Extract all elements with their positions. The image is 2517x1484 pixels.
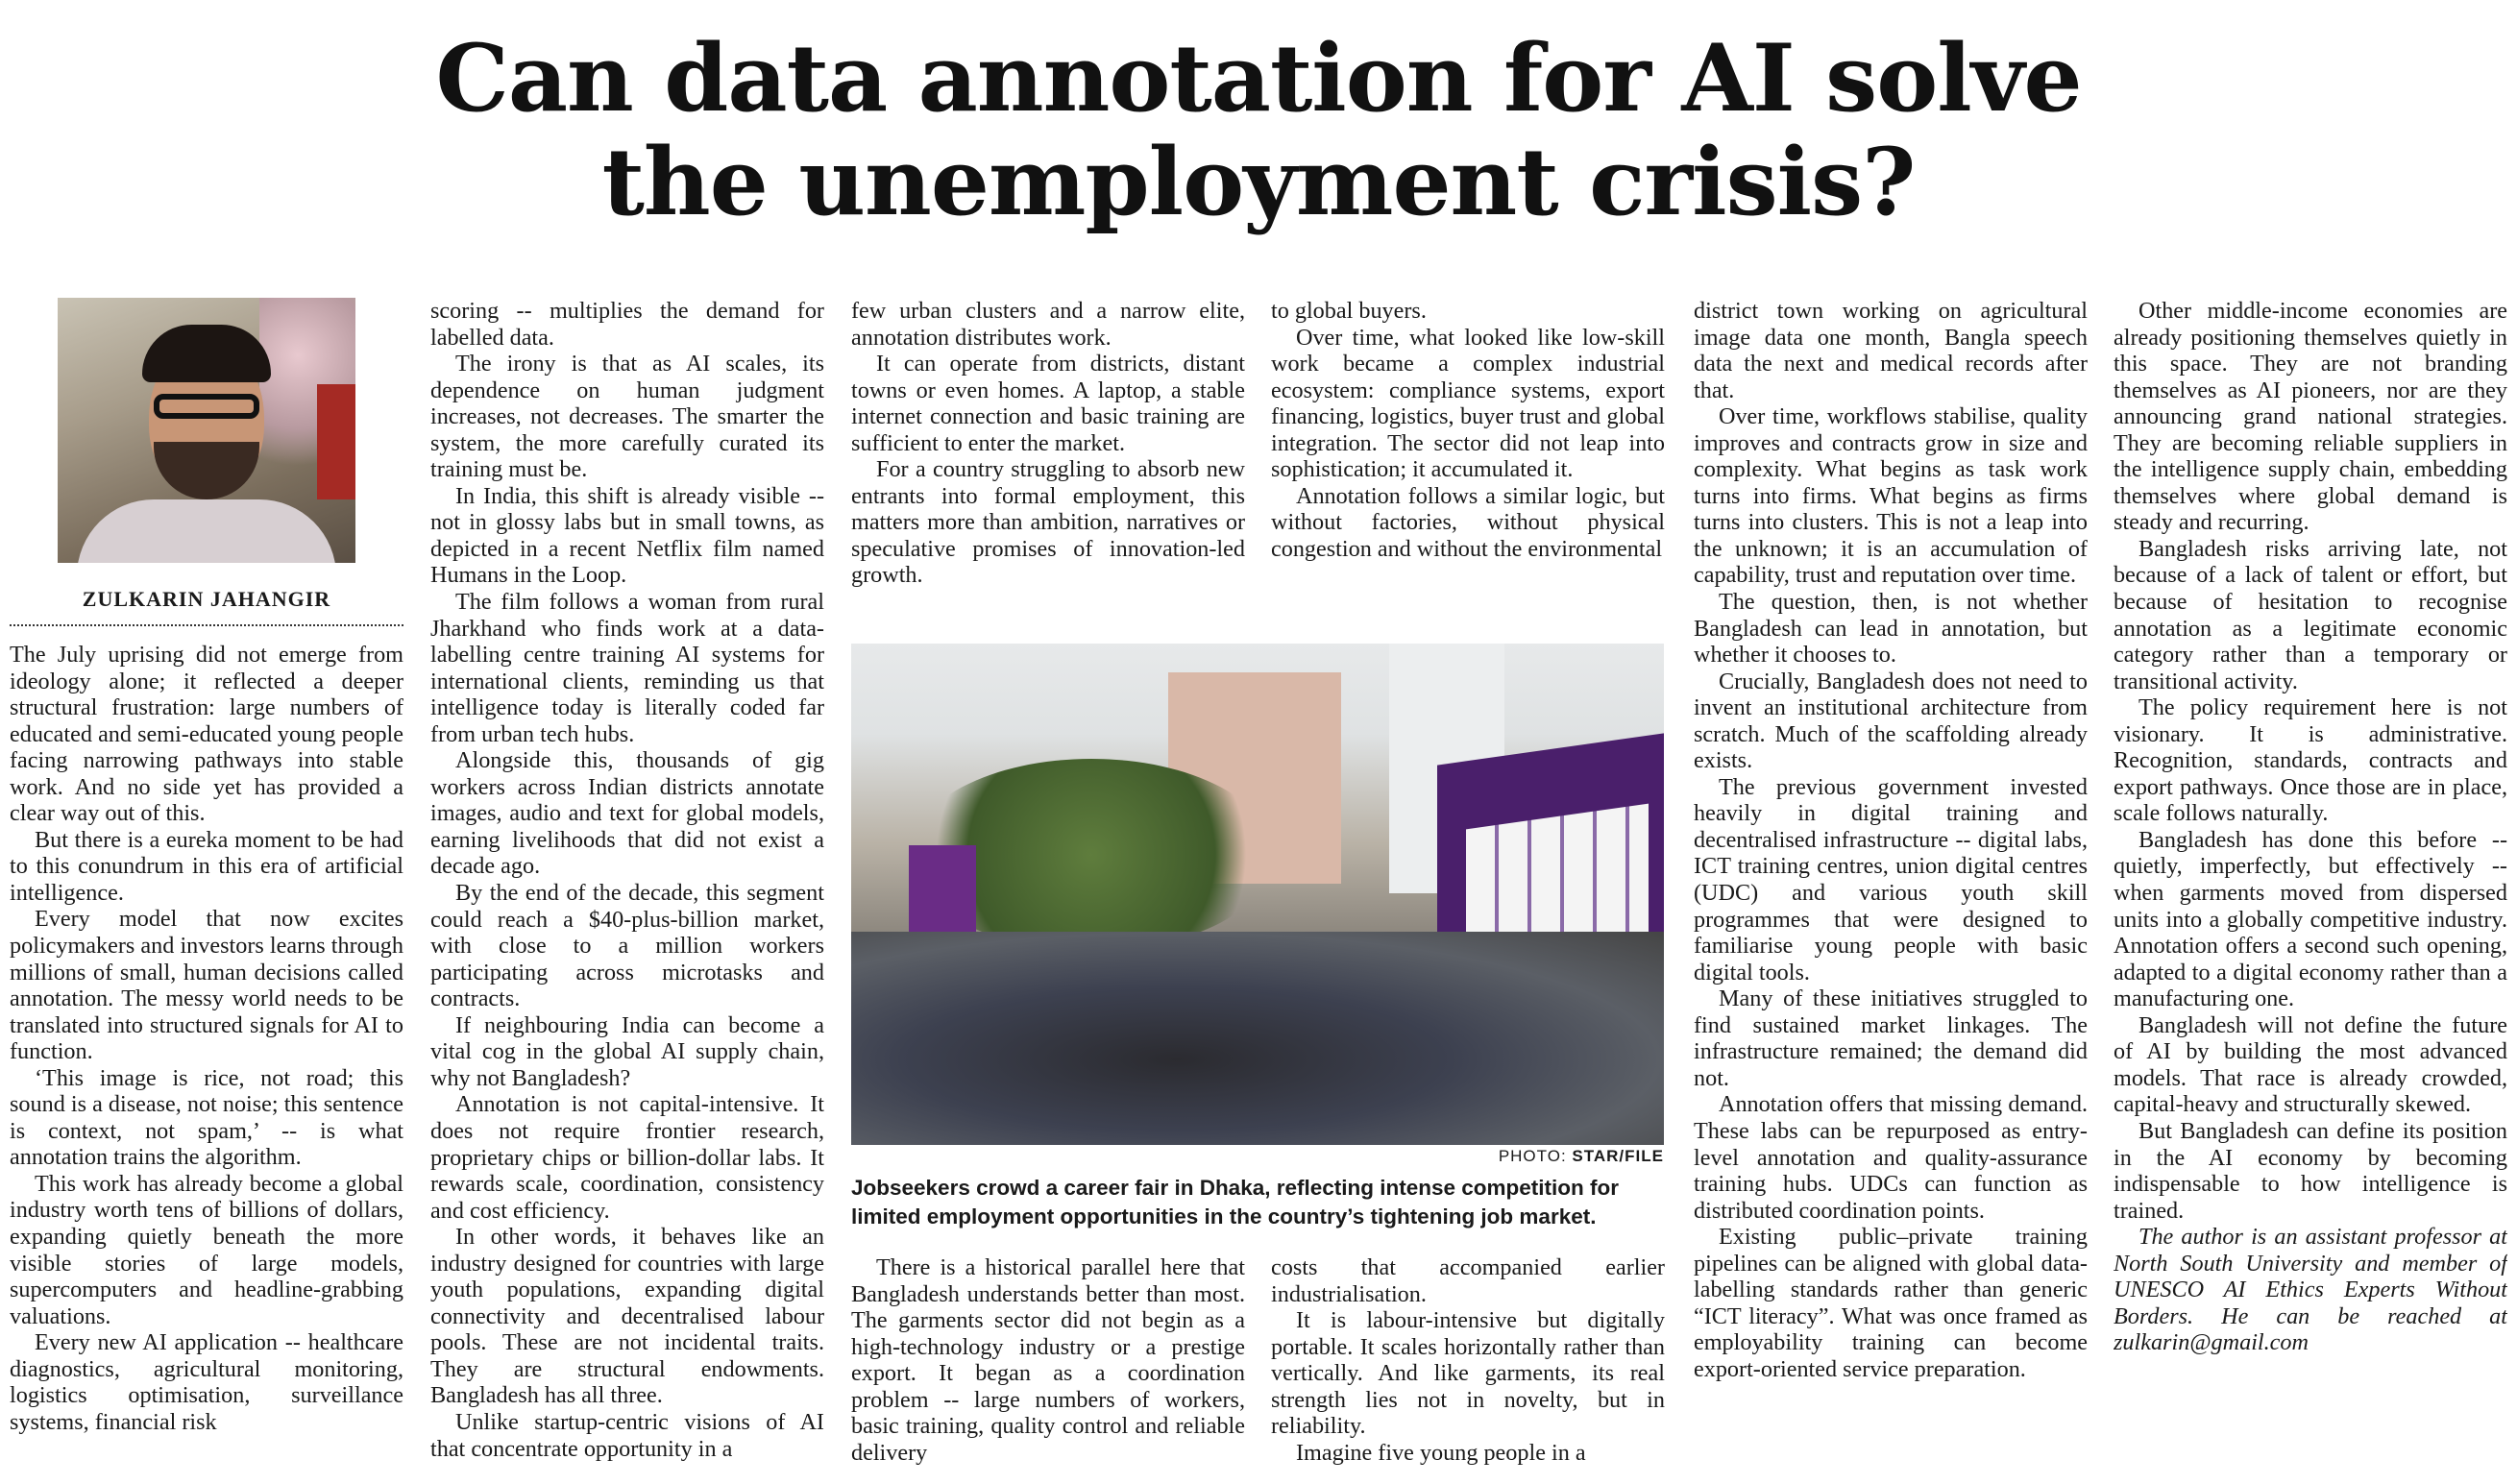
paragraph: The July uprising did not emerge from ideology alone; it reflected a deeper structural frustration: large numbers of educated and semi-educated young people facing narrowing pathways into stable work. And no side yet has provided a clear way out of this.	[10, 642, 403, 827]
article-column-6	[2114, 298, 2507, 1479]
paragraph: The question, then, is not whether Bangladesh can lead in annotation, but whether it chooses to.	[1694, 589, 2088, 669]
paragraph: But there is a eureka moment to be had to this conundrum in this era of artificial intelligence.	[10, 826, 403, 906]
headline-line-1: Can data annotation for AI solve	[435, 24, 2082, 133]
paragraph: In other words, it behaves like an industry designed for countries with large youth populations, expanding digital connectivity and decentralised labour pools. These are not incidental traits. They are structural endowments. Bangladesh has all three.	[430, 1224, 824, 1409]
paragraph: ‘This image is rice, not road; this sound is a disease, not noise; this sentence is context, not spam,’ -- is what annotation trains the algorithm.	[10, 1064, 403, 1171]
paragraph: There is a historical parallel here that Bangladesh understands better than most. The garments sector did not begin as a high-technology industry or a prestige export. It began as a coordination problem -- large numbers of workers, basic training, quality control and reliable delivery	[851, 1254, 1245, 1466]
article-column-3-bottom	[851, 1254, 1245, 1479]
paragraph: If neighbouring India can become a vital cog in the global AI supply chain, why not Bangladesh?	[430, 1011, 824, 1091]
paragraph: Imagine five young people in a	[1296, 1439, 1586, 1466]
photo-caption: Jobseekers crowd a career fair in Dhaka, reflecting intense competition for limited employment opportunities in the country’s tightening job market.	[851, 1176, 1620, 1229]
paragraph: costs that accompanied earlier industrialisation.	[1271, 1254, 1665, 1307]
paragraph: Other middle-income economies are already positioning themselves quietly in this space. They are not branding themselves as AI pioneers, nor are they announcing grand national strategies. They are becoming reliable suppliers in the intelligence supply chain, embedding themselves where global demand is steady and recurring.	[2114, 298, 2507, 536]
paragraph: Crucially, Bangladesh does not need to invent an institutional architecture from scratch. Much of the scaffolding already exists.	[1694, 668, 2088, 774]
paragraph: district town working on agricultural image data one month, Bangla speech data the next and medical records after that.	[1694, 298, 2088, 403]
paragraph: Every new AI application -- healthcare diagnostics, agricultural monitoring, logistics optimisation, surveillance systems, financial risk	[10, 1329, 403, 1435]
paragraph: It can operate from districts, distant towns or even homes. A laptop, a stable internet connection and basic training are sufficient to enter the market.	[851, 351, 1245, 456]
paragraph: few urban clusters and a narrow elite, annotation distributes work.	[851, 298, 1245, 351]
article-column-1	[10, 642, 403, 1479]
glasses-icon	[154, 394, 259, 419]
byline-divider	[10, 624, 403, 626]
paragraph: to global buyers.	[1271, 298, 1427, 324]
paragraph: The previous government invested heavily in digital training and decentralised infrastructure -- digital labs, ICT training centres, union digital centres (UDC) and various youth skill programmes that were designed to familiarise young people with basic digital tools.	[1694, 773, 2088, 985]
paragraph: Over time, workflows stabilise, quality improves and contracts grow in size and complexity. What begins as task work turns into firms. What begins as firms turns into clusters. This is not a leap into the unknown; it is an accumulation of capability, trust and reputation over time.	[1694, 403, 2088, 589]
paragraph: This work has already become a global industry worth tens of billions of dollars, expanding quietly beneath the more visible stories of large models, supercomputers and headline-grabbing valuations.	[10, 1170, 403, 1329]
paragraph: The author is an assistant professor at North South University and member of UNESCO AI Ethics Experts Without Borders. He can be reached at zulkarin@gmail.com	[2114, 1224, 2507, 1356]
article-column-4	[1271, 298, 1665, 624]
paragraph: But Bangladesh can define its position in the AI economy by becoming indispensable to how intelligence is trained.	[2114, 1117, 2507, 1224]
article-column-2	[430, 298, 824, 1479]
paragraph: The policy requirement here is not visionary. It is administrative. Recognition, standards, contracts and export pathways. Once those are in place, scale follows naturally.	[2114, 694, 2507, 827]
author-photo	[58, 298, 355, 563]
paragraph: Over time, what looked like low-skill work became a complex industrial ecosystem: compliance systems, export financing, logistics, buyer trust and global integration. The sector did not leap into sophistication; it accumulated it.	[1271, 324, 1665, 483]
paragraph: Annotation follows a similar logic, but without factories, without physical congestion and without the environmental	[1271, 482, 1665, 562]
paragraph: The irony is that as AI scales, its dependence on human judgment increases, not decreases. The smarter the system, the more carefully curated its training must be.	[430, 351, 824, 483]
paragraph: It is labour-intensive but digitally portable. It scales horizontally rather than vertically. And like garments, its real strength lies not in novelty, but in reliability.	[1271, 1307, 1665, 1440]
paragraph: Alongside this, thousands of gig workers across Indian districts annotate images, audio and text for global models, earning livelihoods that did not exist a decade ago.	[430, 747, 824, 880]
paragraph: By the end of the decade, this segment could reach a $40-plus-billion market, with close to a million workers participating across microtasks and contracts.	[430, 880, 824, 1012]
paragraph: Annotation is not capital-intensive. It does not require frontier research, proprietary chips or billion-dollar labs. It rewards scale, coordination, consistency and cost efficiency.	[430, 1091, 824, 1224]
career-fair-photo	[851, 644, 1664, 1145]
paragraph: scoring -- multiplies the demand for labelled data.	[430, 298, 824, 351]
paragraph: The film follows a woman from rural Jharkhand who finds work at a data-labelling centre training AI systems for international clients, reminding us that intelligence today is literally coded far from urban tech hubs.	[430, 589, 824, 747]
paragraph: Unlike startup-centric visions of AI that concentrate opportunity in a	[430, 1408, 824, 1462]
paragraph: For a country struggling to absorb new entrants into formal employment, this matters more than ambition, narratives or speculative promises of innovation-led growth.	[851, 456, 1245, 589]
paragraph: Bangladesh has done this before -- quietly, imperfectly, but effectively -- when garments moved from dispersed units into a globally competitive industry. Annotation offers a second such opening, adapted to a digital economy rather than a manufacturing one.	[2114, 826, 2507, 1012]
photo-credit: PHOTO: STAR/FILE	[1498, 1147, 1664, 1165]
article-column-5	[1694, 298, 2088, 1479]
author-byline: ZULKARIN JAHANGIR	[82, 587, 331, 611]
paragraph: In India, this shift is already visible -- not in glossy labs but in small towns, as depicted in a recent Netflix film named Humans in the Loop.	[430, 482, 824, 589]
paragraph: Existing public–private training pipelines can be aligned with global data-labelling standards rather than generic “ICT literacy”. What was once framed as employability training can become export-oriented service preparation.	[1694, 1224, 2088, 1382]
article-column-4-bottom	[1271, 1254, 1665, 1479]
headline-line-2: the unemployment crisis?	[601, 128, 1916, 236]
article-column-3	[851, 298, 1245, 624]
paragraph: Many of these initiatives struggled to find sustained market linkages. The infrastructure remained; the demand did not.	[1694, 985, 2088, 1091]
paragraph: Bangladesh risks arriving late, not because of a lack of talent or effort, but because of hesitation to recognise annotation as a legitimate economic category rather than a temporary or transitional activity.	[2114, 535, 2507, 694]
paragraph: Annotation offers that missing demand. These labs can be repurposed as entry-level annotation and quality-assurance training hubs. UDCs can function as distributed coordination points.	[1694, 1091, 2088, 1224]
headline	[0, 24, 2517, 236]
paragraph: Every model that now excites policymakers and investors learns through millions of small, human decisions called annotation. The messy world needs to be translated into structured signals for AI to function.	[10, 906, 403, 1065]
paragraph: Bangladesh will not define the future of AI by building the most advanced models. That race is already crowded, capital-heavy and structurally skewed.	[2114, 1011, 2507, 1118]
